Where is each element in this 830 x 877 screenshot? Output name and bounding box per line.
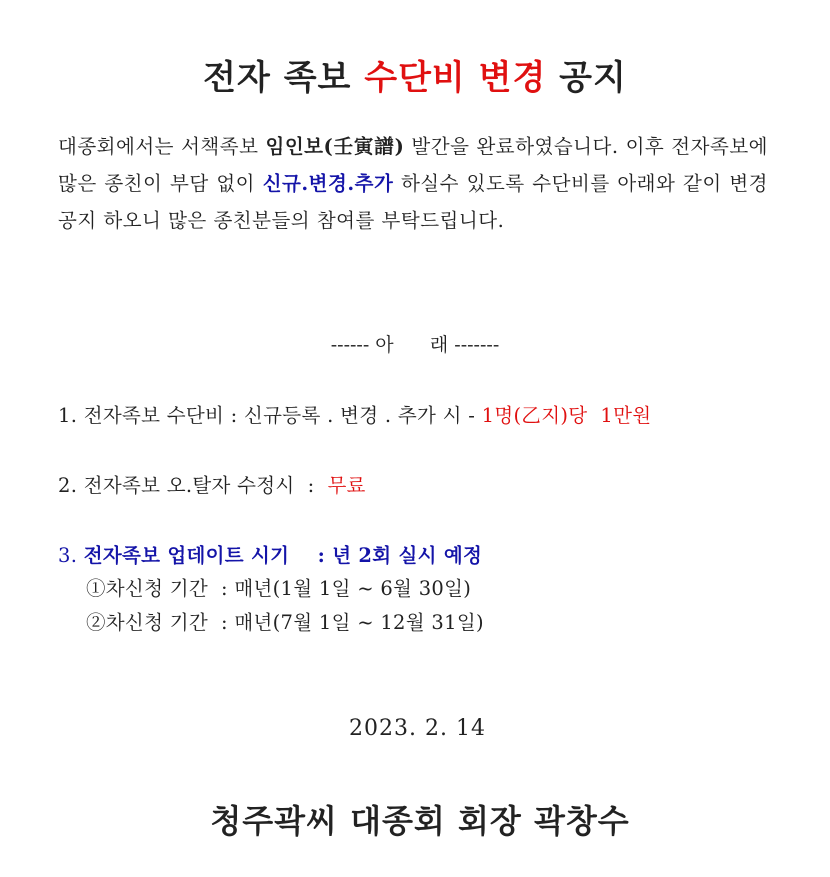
title-part-3: 공지: [546, 58, 627, 98]
item-fee-label: 1. 전자족보 수단비 : 신규등록 . 변경 . 추가 시 -: [58, 404, 482, 427]
intro-text-2: 발간을 완료하였습니다. 이후 전자족보에 많은 종친이 부담 없이: [58, 135, 768, 195]
item-update-number: 3.: [58, 544, 84, 567]
signature: 청주곽씨 대종회 회장 곽창수: [210, 802, 630, 840]
item-typo-fix-label: 2. 전자족보 오.탈자 수정시 :: [58, 474, 328, 497]
notice-title: [0, 50, 830, 99]
item-update-schedule: [58, 540, 482, 568]
item-typo-fix-value: 무료: [327, 474, 366, 497]
item-fee: [58, 400, 651, 428]
title-highlight: 수단비 변경: [364, 58, 547, 98]
intro-book-name: 임인보(壬寅譜): [265, 135, 405, 158]
first-application-period: ①차신청 기간 : 매년(1월 1일 ~ 6월 30일): [86, 577, 472, 600]
intro-highlight-actions: 신규.변경.추가: [262, 172, 394, 195]
section-divider: ------ 아 래 -------: [330, 334, 500, 356]
second-application-period: ②차신청 기간 : 매년(7월 1일 ~ 12월 31일): [86, 611, 484, 634]
item-fee-value: 1명(乙지)당 1만원: [481, 404, 652, 427]
item-update-label: 전자족보 업데이트 시기 : 년 2회 실시 예정: [83, 544, 483, 567]
intro-paragraph: [58, 128, 768, 239]
item-typo-fix: [58, 470, 366, 498]
intro-text-1: 대종회에서는 서책족보: [58, 135, 266, 158]
notice-date: 2023. 2. 14: [349, 716, 486, 741]
intro-text-3: 하실수 있도록 수단비를 아래와 같이 변경 공지 하오니 많은 종친분들의 참여를 부탁드립니다.: [58, 172, 769, 232]
title-part-1: 전자 족보: [203, 58, 365, 98]
